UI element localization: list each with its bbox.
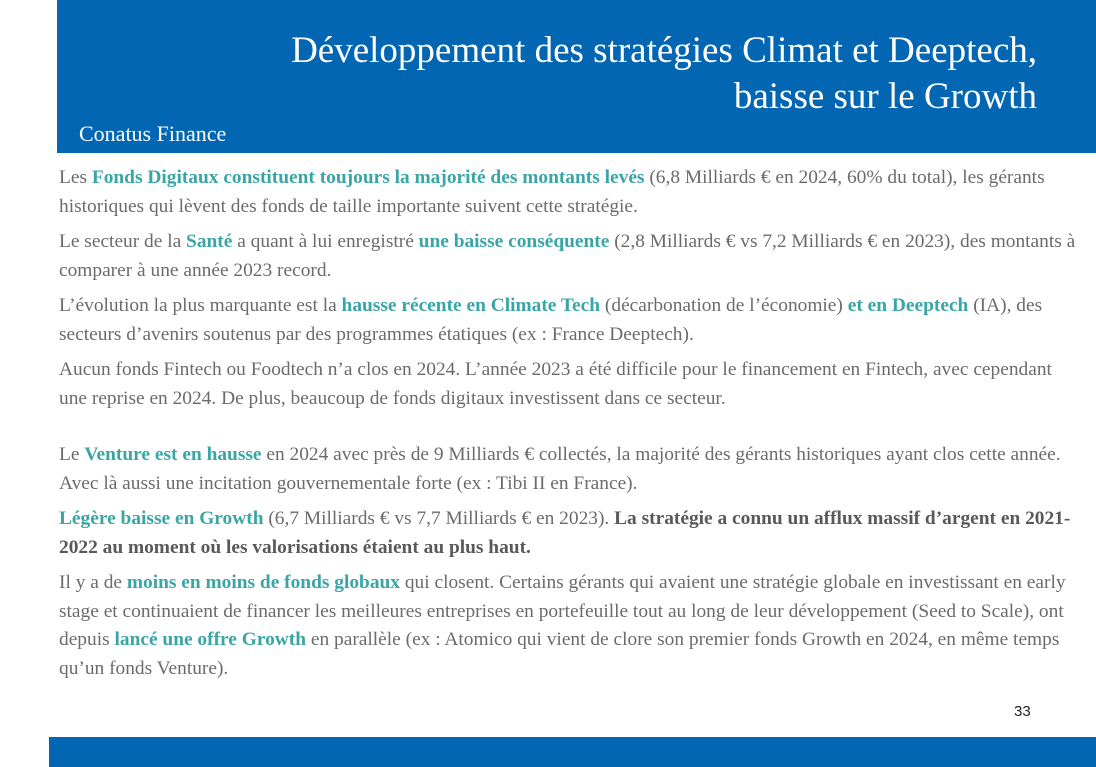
body-text: en 2024 avec près de 9 Milliards € collectés, la majorité des gérants historiques ayant clos cette année. Avec là aussi une incitation gouvernementale forte (ex : Tibi II en France). <box>59 444 1061 494</box>
highlight-text: lancé une offre Growth <box>114 629 307 650</box>
body-text: L’évolution la plus marquante est la <box>59 295 342 316</box>
body-text: Il y a de <box>59 572 127 593</box>
body-text: en parallèle (ex : Atomico qui vient de clore son premier fonds Growth en 2024, en même temps qu’un fonds Venture). <box>59 629 1060 679</box>
body-text: (décarbonation de l’économie) <box>600 295 848 316</box>
slide-title <box>137 28 1037 120</box>
body-text: Aucun fonds Fintech ou Foodtech n’a clos en 2024. L’année 2023 a été difficile pour le financement en Fintech, avec cependant une reprise en 2024. De plus, beaucoup de fonds digitaux investissent dans ce secteur. <box>59 359 1052 409</box>
body-text: (IA), des secteurs d’avenirs soutenus par des programmes étatiques (ex : France Deeptech). <box>59 295 1043 345</box>
body-text: (6,8 Milliards € en 2024, 60% du total), les gérants historiques qui lèvent des fonds de taille importante suivent cette stratégie. <box>59 167 1045 217</box>
highlight-text: et en Deeptech <box>847 295 969 316</box>
highlight-text: Santé <box>186 231 233 252</box>
slide-body <box>59 164 1079 690</box>
body-text: qui closent. Certains gérants qui avaient une stratégie globale en investissant en early stage et continuaient de financer les meilleures entreprises en portefeuille tout au long de leur développement (Seed to Scale), ont depuis <box>59 572 1066 650</box>
highlight-text: moins en moins de fonds globaux <box>126 572 400 593</box>
body-text: Le secteur de la <box>59 231 187 252</box>
page-number: 33 <box>1014 703 1031 720</box>
body-text: Les <box>59 167 92 188</box>
title-line-2: baisse sur le Growth <box>733 76 1037 117</box>
body-paragraph <box>59 569 1079 683</box>
highlight-text: Venture est en hausse <box>84 444 262 465</box>
brand-name: Conatus Finance <box>79 121 227 146</box>
body-paragraph <box>59 441 1079 498</box>
body-paragraph <box>59 505 1079 562</box>
highlight-text: Légère baisse en Growth <box>59 508 264 529</box>
body-paragraph <box>59 228 1079 285</box>
highlight-text: hausse récente en Climate Tech <box>341 295 601 316</box>
body-text: a quant à lui enregistré <box>232 231 419 252</box>
title-line-1: Développement des stratégies Climat et Deeptech, <box>291 30 1037 71</box>
emphasis-text: La stratégie a connu un afflux massif d’argent en 2021-2022 au moment où les valorisations étaient au plus haut. <box>59 508 1071 558</box>
body-paragraph <box>59 292 1079 349</box>
body-text: Le <box>59 444 85 465</box>
header-banner <box>57 0 1096 153</box>
body-text: (2,8 Milliards € vs 7,2 Milliards € en 2023), des montants à comparer à une année 2023 record. <box>59 231 1076 281</box>
body-paragraph <box>59 356 1079 413</box>
highlight-text: Fonds Digitaux constituent toujours la majorité des montants levés <box>91 167 645 188</box>
highlight-text: une baisse conséquente <box>418 231 610 252</box>
footer-bar <box>49 737 1096 767</box>
body-paragraph <box>59 164 1079 221</box>
body-text: (6,7 Milliards € vs 7,7 Milliards € en 2023). <box>263 508 615 529</box>
